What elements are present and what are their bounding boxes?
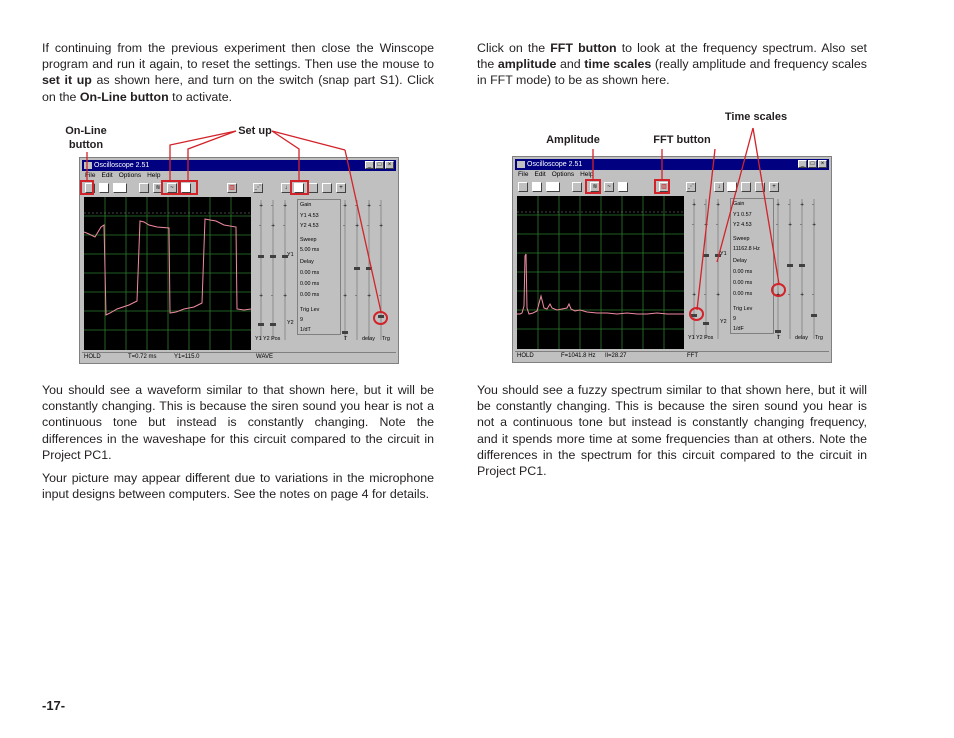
svg-text:-: -: [692, 222, 694, 228]
setup-emphasis: set it up: [42, 73, 92, 88]
tool-button-b[interactable]: [322, 183, 332, 193]
intro-paragraph-left: If continuing from the previous experiment then close the Winscope program and run it again, to reset the settings. Then use the mouse to set it up as shown here, and turn on the switch (snap part S1). Click on the On-Line button to activate.: [42, 41, 435, 104]
menu-edit[interactable]: Edit: [101, 172, 113, 179]
svg-text:+: +: [812, 222, 817, 228]
time-scales-emphasis: time scales: [584, 57, 652, 72]
app-icon: [84, 162, 92, 169]
spectrum-button[interactable]: ⋰: [255, 185, 261, 191]
spectrum-trace: [517, 254, 684, 314]
trace-y1: [84, 219, 251, 315]
svg-text:-: -: [788, 292, 790, 298]
spectrum-button[interactable]: ⋰: [688, 184, 694, 190]
waveform-plot: [84, 197, 251, 350]
status-time: T=0.72 ms: [128, 354, 157, 360]
delay-value-1: 0.00 ms: [733, 269, 753, 275]
single-button[interactable]: [139, 183, 149, 193]
svg-text:+: +: [259, 203, 264, 209]
status-mode: HOLD: [517, 353, 534, 359]
svg-text:-: -: [343, 223, 345, 229]
amplitude-emphasis: amplitude: [497, 57, 557, 72]
t-label: T: [344, 336, 348, 342]
menu-edit[interactable]: Edit: [534, 171, 546, 178]
oscilloscope-window-fft: [512, 156, 832, 363]
svg-text:-: -: [716, 222, 718, 228]
menu-bar: [83, 172, 160, 182]
highlight-fft-button: [654, 179, 670, 194]
svg-text:+: +: [716, 292, 721, 298]
svg-text:-: -: [283, 223, 285, 229]
sine-wave-button[interactable]: ~: [604, 182, 614, 192]
wave-setting-box[interactable]: [618, 182, 628, 192]
maximize-button[interactable]: □: [375, 161, 384, 169]
minimize-button[interactable]: _: [798, 160, 807, 168]
svg-text:+: +: [283, 293, 288, 299]
readout-box: [730, 198, 774, 334]
close-button[interactable]: ×: [818, 160, 827, 168]
svg-text:+: +: [704, 222, 709, 228]
spectrum-plot: [517, 196, 684, 349]
note-paragraph-left: Your picture may appear different due to variations in the microphone input designs between computers. See the notes on page 4 for details.: [42, 471, 434, 502]
amplitude-button[interactable]: ≋: [153, 183, 163, 193]
highlight-amplitude-button: [585, 179, 601, 194]
tool-button-a[interactable]: [741, 182, 751, 192]
tool-button-a[interactable]: [308, 183, 318, 193]
svg-text:-: -: [800, 222, 802, 228]
gain-label: Gain: [733, 201, 745, 207]
trigger-slider-label: Trg: [382, 336, 390, 342]
menu-help[interactable]: Help: [580, 171, 594, 178]
page-number: -17-: [42, 698, 66, 713]
svg-text:-: -: [379, 293, 381, 299]
trigger-label: Trig Lev: [733, 306, 753, 312]
delay-value-3: 0.00 ms: [300, 292, 320, 298]
gain-y1: Y1 4.53: [300, 213, 319, 219]
sweep-label: Sweep: [300, 237, 317, 243]
svg-text:+: +: [788, 222, 793, 228]
intro-paragraph-right: Click on the FFT button to look at the frequency spectrum. Also set the amplitude and time scales (really amplitude and frequency scales in FFT mode) to be as shown here.: [477, 41, 868, 88]
fft-button[interactable]: ▥: [659, 182, 669, 192]
window-title-bar: Oscilloscope 2.51 _ □ ×: [82, 160, 396, 171]
gain-y2: Y2 4.53: [300, 223, 319, 229]
svg-text:+: +: [367, 203, 372, 209]
delay-slider-label: delay: [795, 335, 808, 341]
callout-online-button: On-Line button: [65, 125, 107, 151]
callout-amplitude: Amplitude: [546, 134, 600, 146]
status-mode: HOLD: [84, 354, 101, 360]
download-button[interactable]: ↓: [281, 183, 291, 193]
menu-options[interactable]: Options: [551, 171, 575, 178]
window-title-bar: Oscilloscope 2.51 _ □ ×: [515, 159, 829, 170]
svg-text:+: +: [776, 292, 781, 298]
channel-box-2[interactable]: [546, 182, 560, 192]
status-type: WAVE: [256, 354, 274, 360]
ratio-label: 1/dT: [300, 327, 311, 333]
menu-bar: [516, 171, 593, 181]
timescale-box[interactable]: [727, 182, 737, 192]
channel-y2-label: Y2: [287, 320, 294, 326]
status-type: FFT: [687, 353, 698, 359]
channel-box-2[interactable]: [113, 183, 127, 193]
menu-help[interactable]: Help: [147, 172, 161, 179]
menu-file[interactable]: File: [518, 171, 529, 178]
svg-text:-: -: [776, 222, 778, 228]
delay-label: Delay: [300, 259, 314, 265]
highlight-timescale-box: [290, 180, 309, 195]
callout-fft-button: FFT button: [653, 134, 711, 146]
trigger-label: Trig Lev: [300, 307, 320, 313]
status-y: Y1=115.0: [174, 354, 200, 360]
trigger-slider-label: Trg: [815, 335, 823, 341]
status-y: Il=28.27: [605, 353, 627, 359]
svg-text:+: +: [800, 292, 805, 298]
delay-value-2: 0.00 ms: [733, 280, 753, 286]
control-panel: [253, 197, 395, 350]
tool-button-b[interactable]: [755, 182, 765, 192]
bottom-labels: Y1 Y2 Pos: [688, 335, 714, 341]
svg-text:-: -: [271, 293, 273, 299]
bottom-labels: Y1 Y2 Pos: [255, 336, 281, 342]
delay-label: Delay: [733, 258, 747, 264]
online-emphasis: On-Line button: [79, 89, 169, 104]
highlight-online-button: [80, 180, 94, 195]
svg-text:+: +: [716, 202, 721, 208]
delay-value-1: 0.00 ms: [300, 270, 320, 276]
toolbar: [82, 183, 396, 195]
oscilloscope-window-wave: [79, 157, 399, 364]
scope-grid: [84, 197, 251, 350]
scope-screen-wave: [84, 197, 251, 350]
online-button[interactable]: [518, 182, 528, 192]
sweep-value: 5.00 ms: [300, 247, 320, 253]
svg-text:+: +: [271, 223, 276, 229]
svg-text:+: +: [259, 293, 264, 299]
minimize-button[interactable]: _: [365, 161, 374, 169]
svg-text:-: -: [271, 203, 273, 209]
gain-label: Gain: [300, 202, 312, 208]
callout-setup: Set up: [238, 125, 272, 137]
trigger-value: 9: [300, 317, 303, 323]
svg-text:+: +: [692, 292, 697, 298]
status-frequency: F=1041.8 Hz: [561, 353, 596, 359]
channel-y1-label: Y1: [287, 252, 294, 258]
svg-text:+: +: [283, 203, 288, 209]
svg-text:-: -: [367, 223, 369, 229]
fft-emphasis: FFT button: [550, 41, 617, 55]
download-button[interactable]: ↓: [714, 182, 724, 192]
highlight-trigger-circle: [373, 311, 388, 325]
svg-text:-: -: [355, 293, 357, 299]
svg-text:+: +: [379, 223, 384, 229]
highlight-timescale-circle: [771, 283, 786, 297]
svg-text:-: -: [704, 292, 706, 298]
scope-grid: [517, 196, 684, 349]
menu-file[interactable]: File: [85, 172, 96, 179]
svg-text:-: -: [812, 292, 814, 298]
fft-button[interactable]: ▥: [227, 183, 237, 193]
sine-wave-button[interactable]: ~: [167, 183, 177, 193]
svg-text:-: -: [355, 203, 357, 209]
trigger-value: 9: [733, 316, 736, 322]
amplitude-button[interactable]: ≋: [590, 182, 600, 192]
svg-text:+: +: [692, 202, 697, 208]
tool-button-c[interactable]: +: [336, 183, 346, 193]
svg-text:+: +: [355, 223, 360, 229]
readout-box: [297, 199, 341, 335]
status-bar: [82, 352, 396, 362]
scope-screen-fft: [517, 196, 684, 349]
toolbar: [515, 182, 829, 194]
observation-paragraph-right: You should see a fuzzy spectrum similar to that shown here, but it will be constantly changing. This is because the siren sound you hear is not a continuous tone but instead is constantly changing frequency, and it spends more time at some frequencies than at others. Note the differences in the spectrum for this circuit compared to the circuit in Project PC1.: [477, 383, 867, 479]
svg-text:+: +: [367, 293, 372, 299]
maximize-button[interactable]: □: [808, 160, 817, 168]
menu-options[interactable]: Options: [118, 172, 142, 179]
delay-slider-label: delay: [362, 336, 375, 342]
delay-value-3: 0.00 ms: [733, 291, 753, 297]
svg-text:-: -: [812, 202, 814, 208]
observation-paragraph-left: You should see a waveform similar to that shown here, but it will be constantly changing. This is because the siren sound you hear is not a continuous tone but instead is constantly changing. Note the differences in the waveshape for this circuit compared to the circuit in Project PC1.: [42, 383, 434, 462]
svg-text:-: -: [704, 202, 706, 208]
tool-button-c[interactable]: +: [769, 182, 779, 192]
sweep-label: Sweep: [733, 236, 750, 242]
svg-text:-: -: [788, 202, 790, 208]
gain-y1: Y1 0.57: [733, 212, 752, 218]
highlight-setting-box: [179, 180, 198, 195]
sweep-value: 11162.8 Hz: [733, 246, 760, 252]
svg-text:-: -: [379, 203, 381, 209]
ratio-label: 1/dF: [733, 326, 744, 332]
svg-text:+: +: [800, 202, 805, 208]
highlight-sine-button: [161, 180, 180, 195]
channel-box[interactable]: [532, 182, 542, 192]
svg-text:+: +: [343, 203, 348, 209]
status-bar: [515, 351, 829, 361]
t-label: T: [777, 335, 781, 341]
gain-y2: Y2 4.53: [733, 222, 752, 228]
single-button[interactable]: [572, 182, 582, 192]
app-icon: [517, 161, 525, 168]
svg-text:-: -: [259, 223, 261, 229]
channel-box[interactable]: [99, 183, 109, 193]
channel-y2-label: Y2: [720, 319, 727, 325]
delay-value-2: 0.00 ms: [300, 281, 320, 287]
control-panel: [686, 196, 828, 349]
svg-text:+: +: [776, 202, 781, 208]
channel-y1-label: Y1: [720, 251, 727, 257]
svg-text:+: +: [343, 293, 348, 299]
close-button[interactable]: ×: [385, 161, 394, 169]
callout-time-scales: Time scales: [724, 111, 788, 123]
highlight-amplitude-circle: [689, 307, 704, 321]
